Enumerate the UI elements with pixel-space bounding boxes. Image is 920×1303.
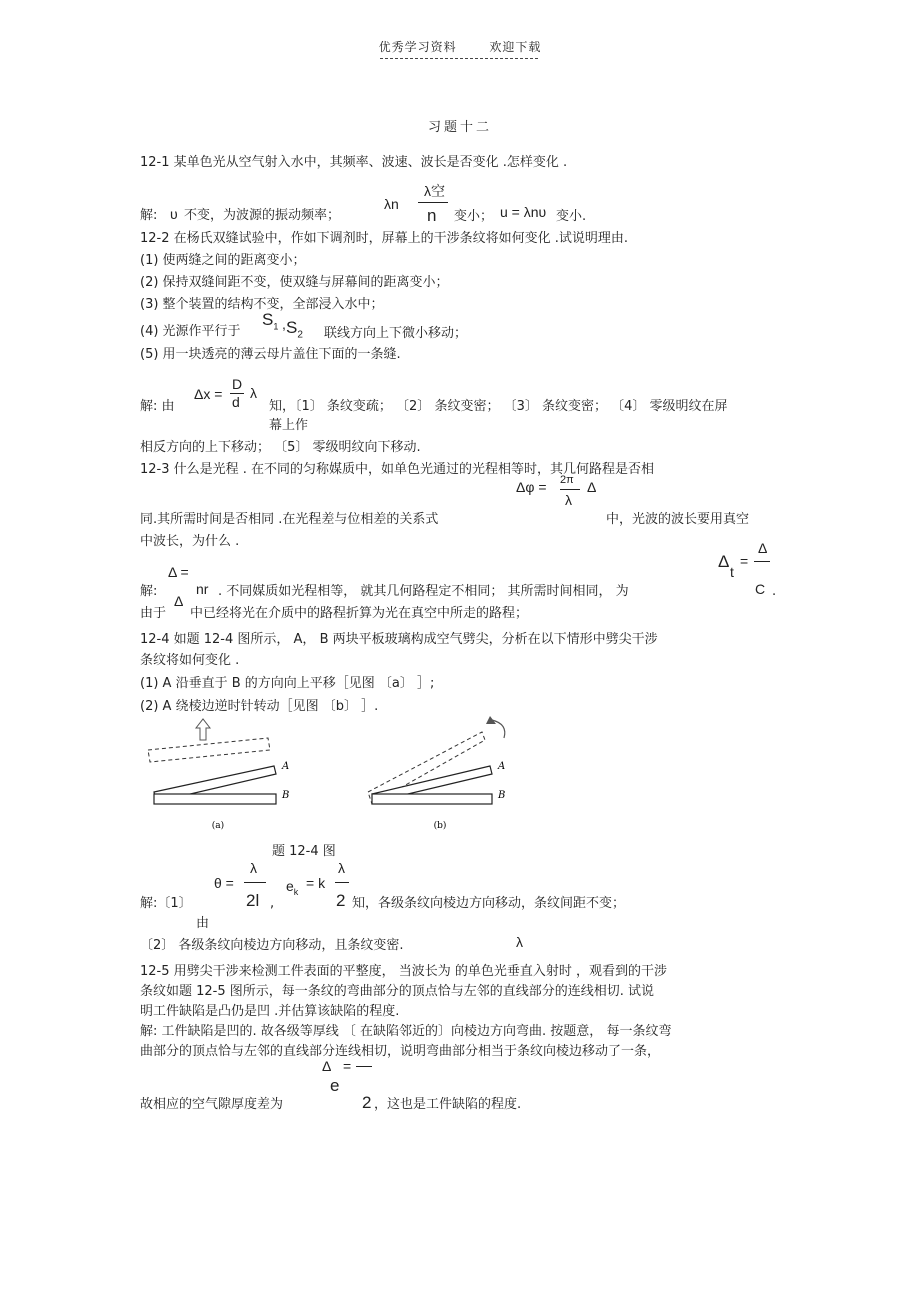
plate-b — [154, 794, 276, 804]
answer-12-2-prefix: 解: 由 — [140, 399, 175, 414]
dashed-plate-a — [148, 738, 270, 762]
up-arrow-icon — [196, 719, 210, 740]
header-divider — [380, 58, 538, 59]
delta-symbol: Δ — [322, 1058, 332, 1074]
D-symbol: D — [232, 376, 243, 392]
answer-12-1-small2: 变小. — [556, 209, 587, 224]
label-A: A — [498, 761, 506, 772]
question-12-2-item-3: (3) 整个装置的结构不变，全部浸入水中； — [140, 297, 384, 312]
question-12-2-item-4-rest: 联线方向上下微小移动； — [324, 326, 468, 341]
question-12-2: 12-2 在杨氏双缝试验中，作如下调剂时，屏幕上的干涉条纹将如何变化 .试说明理由. — [140, 231, 629, 246]
question-12-3-line2: 同.其所需时间是否相同 .在光程差与位相差的关系式 — [140, 512, 439, 527]
lambda-symbol: λ — [516, 934, 523, 950]
caption-b: (b) — [433, 821, 447, 831]
period: . — [772, 584, 777, 599]
figure-12-4 — [140, 712, 520, 837]
question-12-1: 12-1 某单色光从空气射入水中，其频率、波速、波长是否变化 .怎样变化 . — [140, 155, 568, 170]
question-12-3-line3: 中波长，为什么 . — [140, 534, 240, 549]
e-k: $e_k$ — [286, 878, 299, 897]
answer-12-2-text1: 知，〔1〕 条纹变疏； 〔2〕 条纹变密； 〔3〕 条纹变密； 〔4〕 零级明纹在屏 — [269, 399, 728, 414]
question-12-5-line1: 12-5 用劈尖干涉来检测工件表面的平整度， 当波长为 的单色光垂直入射时 ，观看到的干涉 — [140, 964, 668, 979]
label-A: A — [282, 761, 290, 772]
lambda-symbol: λ — [250, 385, 257, 401]
answer-12-3-prefix: 解: — [140, 584, 158, 599]
figure-a — [148, 719, 289, 831]
delta-symbol: Δ — [587, 479, 597, 495]
question-12-5-line2: 条纹如题 12-5 图所示，每一条纹的弯曲部分的顶点恰与左邻的直线部分的连线相切. 试说 — [140, 984, 655, 999]
t-symbol: t — [730, 564, 734, 580]
answer-12-2-text3: 相反方向的上下移动； 〔5〕 零级明纹向下移动. — [140, 440, 421, 455]
rotate-arrow-icon — [486, 716, 505, 738]
answer-12-3-text1: . 不同媒质如光程相等， 就其几何路程定不相同； 其所需时间相同， 为 — [218, 584, 629, 599]
answer-12-1-small1: 变小； — [454, 209, 494, 224]
question-12-4-item-1: (1) A 沿垂直于 B 的方向向上平移［见图 〔a〕 ］; — [140, 676, 435, 691]
lambda-symbol: λ — [338, 860, 345, 876]
answer-12-2-text2: 幕上作 — [269, 418, 309, 433]
s2-symbol: $S_2$ — [286, 318, 303, 341]
question-12-2-item-1: (1) 使两缝之间的距离变小； — [140, 253, 306, 268]
answer-12-4-you: 由 — [196, 916, 210, 931]
question-12-3-line2b: 中，光波的波长要用真空 — [606, 512, 750, 527]
figure-b — [368, 716, 505, 831]
answer-12-4-text1: 知，各级条纹向棱边方向移动，条纹间距不变； — [352, 896, 626, 911]
lambda-symbol: λ — [565, 492, 572, 508]
two: 2 — [336, 891, 346, 910]
answer-12-1-text: 不变，为波源的振动频率； — [184, 208, 341, 223]
fraction-bar — [560, 489, 580, 490]
fraction-bar — [244, 882, 266, 883]
u-formula: u = λnυ — [500, 204, 547, 220]
page-header — [0, 38, 920, 55]
answer-12-5-line2: 曲部分的顶点恰与左邻的直线部分连线相切，说明弯曲部分相当于条纹向棱边移动了一条， — [140, 1044, 661, 1059]
s1-symbol: $S_1$ — [262, 310, 279, 332]
answer-12-3-text2a: 由于 — [140, 606, 167, 621]
equals: = — [343, 1058, 352, 1074]
delta-x: Δx = — [194, 386, 223, 402]
question-12-2-item-5: (5) 用一块透亮的薄云母片盖住下面的一条缝. — [140, 347, 401, 362]
page-title: 习题十二 — [427, 120, 492, 135]
fraction-bar — [335, 882, 349, 883]
answer-12-5-line3: 故相应的空气隙厚度差为 — [140, 1097, 284, 1112]
lambda-symbol: λ — [250, 860, 257, 876]
delta-symbol: Δ — [174, 593, 184, 609]
label-B: B — [282, 790, 290, 801]
header-right: 欢迎下载 — [489, 40, 542, 54]
question-12-2-item-2: (2) 保持双缝间距不变，使双缝与屏幕间的距离变小； — [140, 275, 449, 290]
comma: , — [282, 316, 286, 332]
theta-eq: θ = — [214, 875, 234, 891]
question-12-4-line1: 12-4 如题 12-4 图所示， A， B 两块平板玻璃构成空气劈尖，分析在以下情形中劈尖干涉 — [140, 632, 658, 647]
two: 2 — [362, 1093, 372, 1112]
answer-12-3-text2b: 中已经将光在介质中的路程折算为光在真空中所走的路程； — [190, 606, 529, 621]
eq-k: = k — [306, 875, 326, 891]
question-12-3-line1: 12-3 什么是光程 . 在不同的匀称媒质中，如单色光通过的光程相等时，其几何路程是否相 — [140, 462, 655, 477]
question-12-4-line2: 条纹将如何变化 . — [140, 653, 240, 668]
two-l: 2l — [246, 891, 260, 910]
figure-caption: 题 12-4 图 — [272, 844, 336, 859]
lambda-n: λn — [384, 196, 399, 212]
question-12-5-line3: 明工件缺陷是凸仍是凹 .并估算该缺陷的程度. — [140, 1004, 400, 1019]
answer-12-4-text2: 〔2〕 各级条纹向棱边方向移动，且条纹变密. — [140, 938, 404, 953]
comma: , — [270, 896, 275, 911]
delta-numerator: Δ — [758, 540, 768, 556]
delta-phi: Δφ = — [516, 479, 547, 495]
delta-eq: Δ = — [168, 564, 189, 580]
question-12-4-item-2: (2) A 绕棱边逆时针转动［见图 〔b〕 ］. — [140, 699, 379, 714]
answer-12-5-line4: ，这也是工件缺陷的程度. — [374, 1097, 522, 1112]
answer-12-4-prefix: 解:〔1〕 — [140, 896, 192, 911]
answer-12-1-prefix: 解: — [140, 208, 158, 223]
e-symbol: e — [330, 1076, 340, 1095]
c-symbol: C — [755, 581, 766, 597]
n-symbol: n — [427, 206, 437, 225]
question-12-2-item-4: (4) 光源作平行于 — [140, 324, 241, 339]
lambda-air: λ空 — [424, 183, 445, 199]
answer-12-5-line1: 解: 工件缺陷是凹的. 故各级等厚线 〔 在缺陷邻近的〕向棱边方向弯曲. 按题意， 每一条纹弯 — [140, 1024, 672, 1039]
label-B: B — [498, 790, 506, 801]
delta-t: Δ — [718, 552, 730, 571]
caption-a: (a) — [211, 821, 225, 831]
fraction-bar — [356, 1066, 372, 1067]
equals: = — [740, 553, 749, 569]
nu-symbol: υ — [170, 206, 178, 222]
two-pi: 2π — [560, 474, 574, 486]
fraction-bar — [754, 561, 770, 562]
header-left: 优秀学习资料 — [378, 40, 457, 54]
fraction-bar — [418, 202, 448, 203]
plate-b — [372, 794, 492, 804]
nr-symbol: nr — [196, 581, 209, 597]
d-symbol: d — [232, 394, 240, 410]
